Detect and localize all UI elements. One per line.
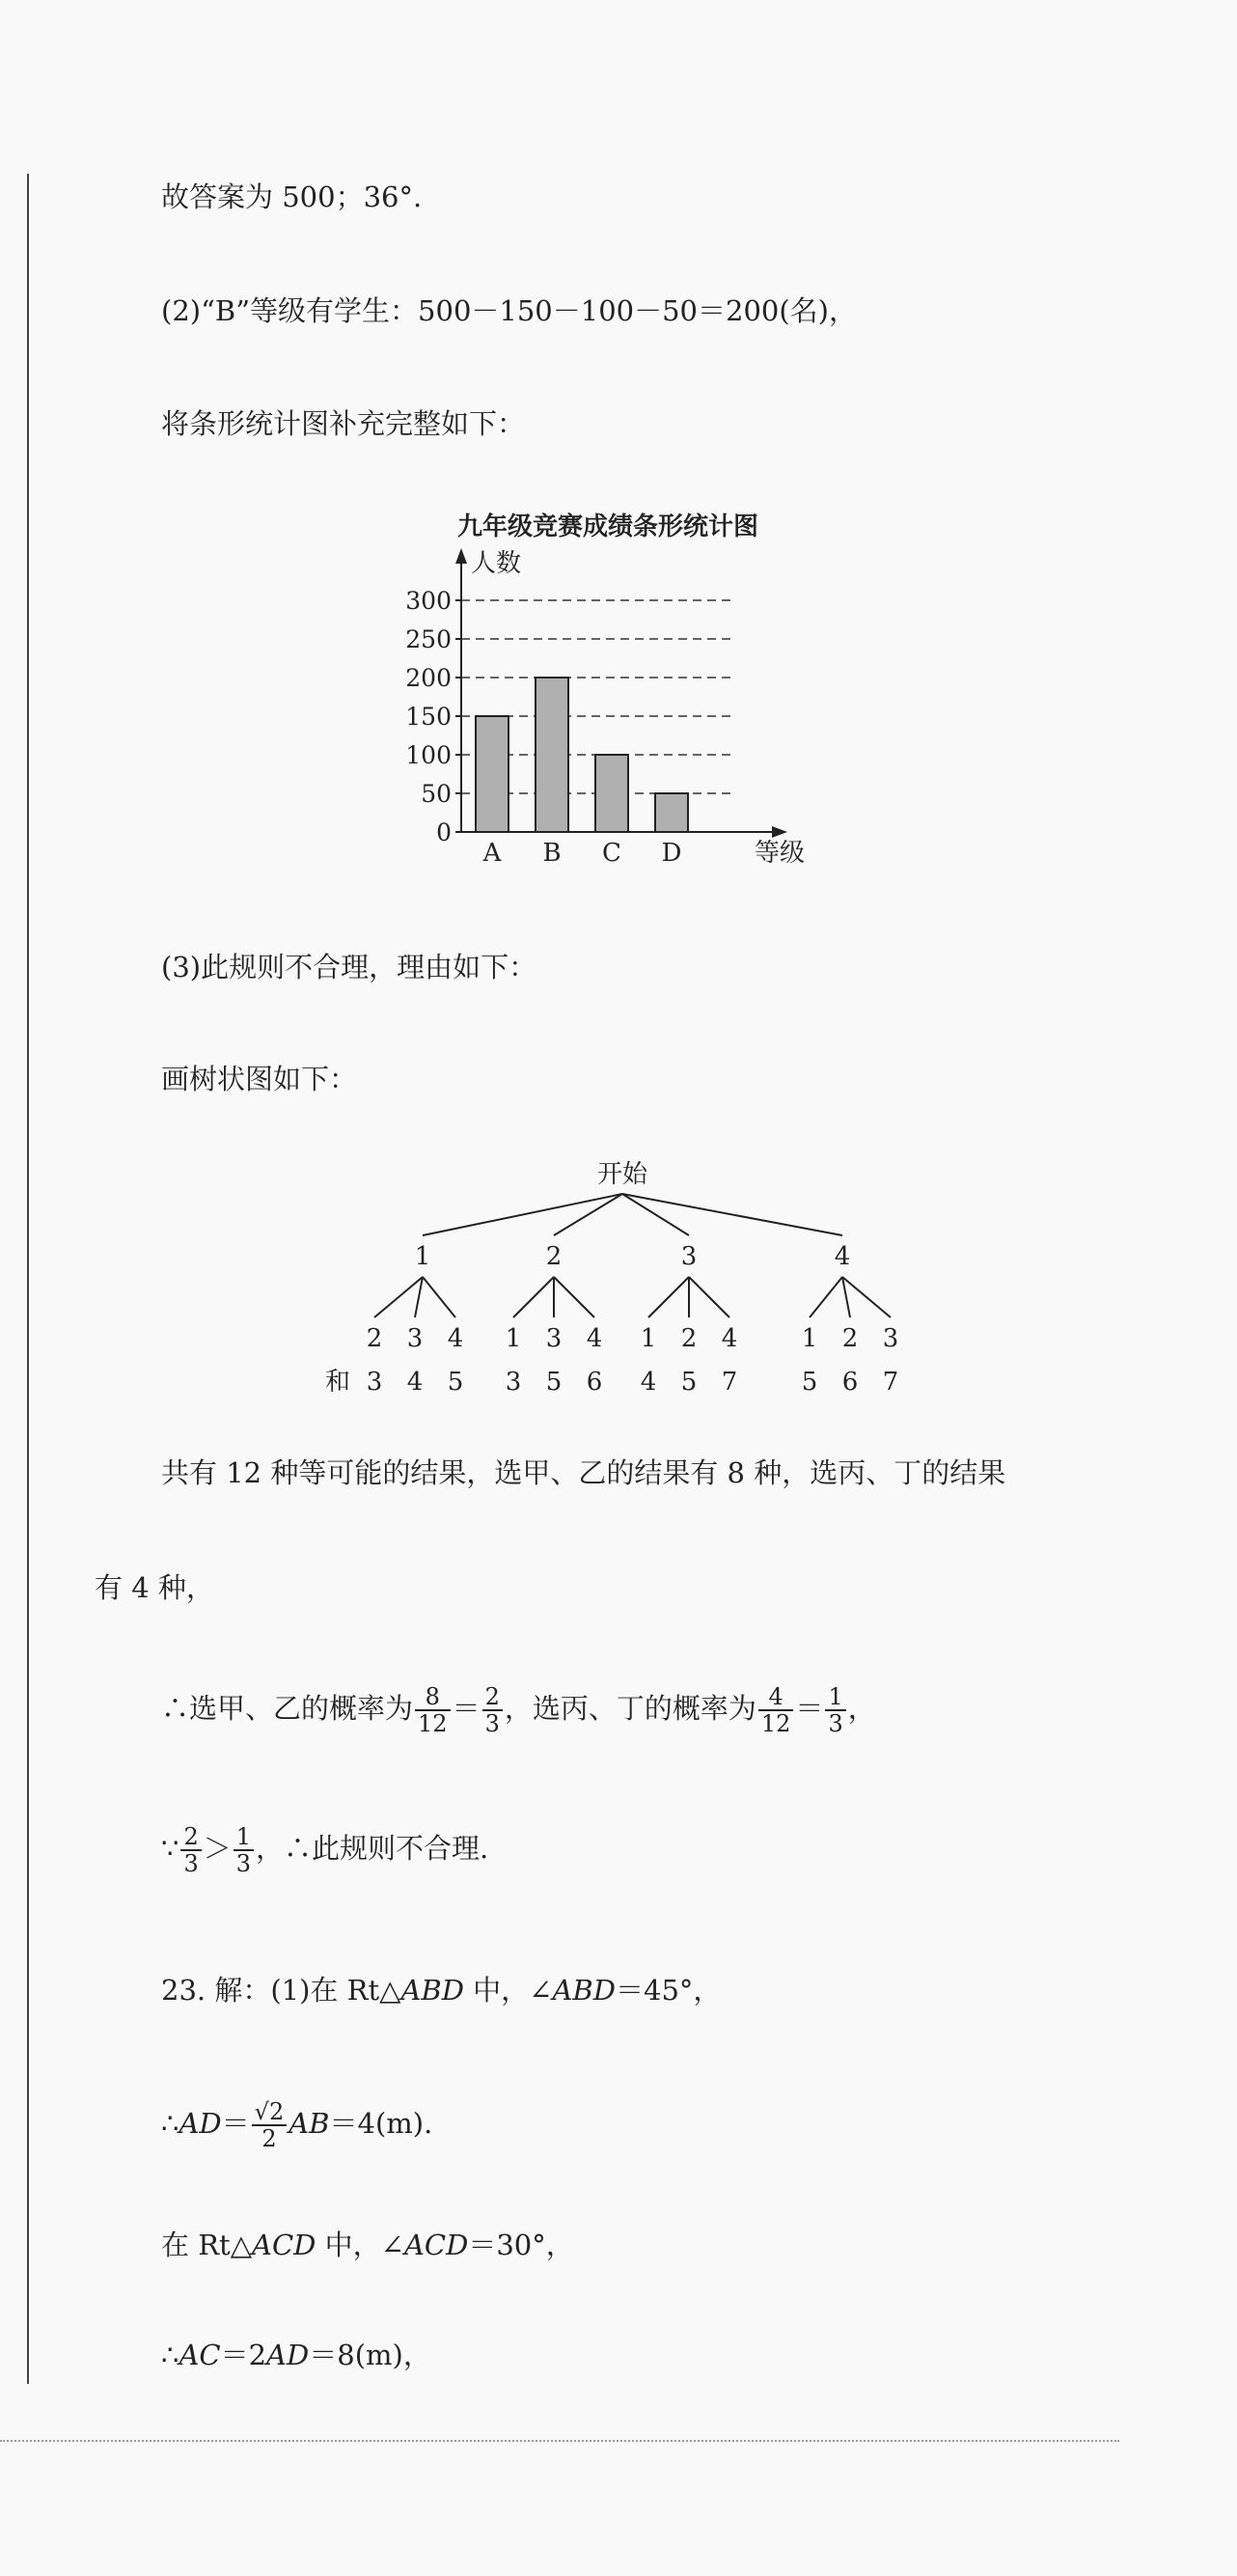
math-var: ABD bbox=[400, 1974, 464, 2007]
tree-sum-label: 和 bbox=[324, 1368, 351, 1397]
math-var: ABD bbox=[552, 1974, 616, 2007]
problem-23-line-4 bbox=[161, 2336, 431, 2374]
therefore-symbol: ∴ bbox=[161, 2339, 179, 2371]
text-segment: ，∴此规则不合理. bbox=[256, 1832, 489, 1865]
numerator: 4 bbox=[758, 1684, 794, 1711]
tree-level2-node: 3 bbox=[545, 1324, 563, 1353]
answer-line-5: 画树状图如下： bbox=[161, 1063, 358, 1095]
math-var: AD bbox=[179, 2107, 222, 2140]
denominator: 3 bbox=[235, 1850, 252, 1877]
y-tick-label: 200 bbox=[405, 664, 452, 692]
tree-level2-node: 2 bbox=[680, 1324, 698, 1353]
x-tick-label: D bbox=[661, 839, 682, 868]
text-segment: ＝2 bbox=[220, 2339, 267, 2371]
x-tick-label: C bbox=[602, 839, 621, 868]
tree-sum-value: 5 bbox=[447, 1368, 464, 1397]
text-segment: ∴选甲、乙的概率为 bbox=[161, 1692, 414, 1725]
tree-level2-node: 3 bbox=[882, 1324, 899, 1353]
fraction-4-12 bbox=[758, 1684, 794, 1736]
bar-D bbox=[655, 793, 688, 832]
tree-edge bbox=[423, 1277, 455, 1317]
tree-level2-node: 1 bbox=[505, 1324, 522, 1353]
answer-line-6: 共有 12 种等可能的结果，选甲、乙的结果有 8 种，选丙、丁的结果 bbox=[161, 1456, 1006, 1489]
tree-level1-node: 2 bbox=[545, 1242, 563, 1271]
bar-chart bbox=[376, 502, 878, 878]
numerator: √2 bbox=[252, 2099, 288, 2126]
denominator: 2 bbox=[261, 2125, 277, 2152]
tree-sum-value: 7 bbox=[882, 1368, 899, 1397]
tree-level2-node: 4 bbox=[721, 1324, 738, 1353]
bar-C bbox=[595, 755, 628, 832]
y-tick-label: 250 bbox=[405, 625, 452, 653]
problem-23-line-3 bbox=[161, 2226, 574, 2264]
tree-sum-value: 3 bbox=[505, 1368, 522, 1397]
tree-edge bbox=[648, 1277, 689, 1317]
problem-23-line-2 bbox=[161, 2099, 432, 2151]
y-tick-label: 300 bbox=[405, 587, 452, 615]
denominator: 12 bbox=[760, 1710, 791, 1737]
greater-than-sign: ＞ bbox=[203, 1832, 232, 1865]
tree-level1-node: 1 bbox=[414, 1242, 431, 1271]
tree-level2-node: 1 bbox=[640, 1324, 657, 1353]
chart-title: 九年级竞赛成绩条形统计图 bbox=[456, 512, 759, 541]
fraction-1-3 bbox=[234, 1824, 254, 1876]
y-axis-arrow bbox=[455, 548, 467, 564]
text-segment: ＝8(m)， bbox=[309, 2339, 431, 2371]
tree-edge bbox=[513, 1277, 554, 1317]
tree-level2-node: 3 bbox=[406, 1324, 424, 1353]
comparison-line bbox=[161, 1824, 488, 1876]
answer-line-4: (3)此规则不合理，理由如下： bbox=[161, 951, 537, 983]
x-axis-arrow bbox=[772, 826, 787, 838]
tree-level2-node: 4 bbox=[447, 1324, 464, 1353]
tree-sum-value: 5 bbox=[801, 1368, 818, 1397]
denominator: 3 bbox=[183, 1850, 199, 1877]
bar-B bbox=[536, 678, 568, 832]
tree-sum-value: 4 bbox=[640, 1368, 657, 1397]
tree-sum-value: 6 bbox=[586, 1368, 603, 1397]
math-var: ACD bbox=[403, 2229, 469, 2261]
tree-level2-node: 2 bbox=[366, 1324, 383, 1353]
page-bottom-dotted-rule bbox=[0, 2440, 1119, 2442]
text-segment: ，选丙、丁的概率为 bbox=[504, 1692, 756, 1725]
text-segment: 中，∠ bbox=[316, 2229, 404, 2261]
tree-sum-value: 5 bbox=[680, 1368, 698, 1397]
y-tick-label: 0 bbox=[436, 818, 452, 846]
text-segment: 中，∠ bbox=[463, 1974, 553, 2007]
equals-sign: ＝ bbox=[452, 1692, 481, 1725]
y-tick-label: 100 bbox=[405, 741, 452, 769]
therefore-symbol: ∴ bbox=[161, 2107, 179, 2140]
tree-level1-node: 4 bbox=[834, 1242, 851, 1271]
y-axis-label: 人数 bbox=[471, 549, 522, 578]
text-segment: ＝4(m). bbox=[329, 2107, 433, 2140]
numerator: 1 bbox=[234, 1824, 254, 1851]
tree-edge bbox=[423, 1194, 622, 1235]
math-var: ACD bbox=[252, 2229, 316, 2261]
numerator: 2 bbox=[482, 1684, 503, 1711]
tree-level1-node: 3 bbox=[680, 1242, 698, 1271]
x-tick-label: B bbox=[542, 839, 562, 868]
y-tick-label: 50 bbox=[421, 780, 452, 808]
fraction-2-3 bbox=[482, 1684, 503, 1736]
tree-level2-node: 2 bbox=[841, 1324, 859, 1353]
denominator: 12 bbox=[418, 1710, 448, 1737]
equals-sign: ＝ bbox=[795, 1692, 824, 1725]
answer-line-1: 故答案为 500；36°. bbox=[161, 180, 423, 213]
numerator: 1 bbox=[825, 1684, 845, 1711]
numerator: 2 bbox=[180, 1824, 201, 1851]
math-var: AB bbox=[289, 2107, 330, 2140]
tree-level2-node: 4 bbox=[586, 1324, 603, 1353]
probability-line bbox=[161, 1684, 876, 1736]
denominator: 3 bbox=[828, 1710, 843, 1737]
fraction-1-3 bbox=[825, 1684, 845, 1736]
fraction-2-3 bbox=[180, 1824, 201, 1876]
y-tick-label: 150 bbox=[405, 703, 452, 731]
math-var: AC bbox=[179, 2339, 221, 2371]
tree-level2-node: 1 bbox=[801, 1324, 818, 1353]
margin-rule bbox=[27, 174, 29, 2384]
tree-sum-value: 6 bbox=[841, 1368, 859, 1397]
text-segment: 23. 解：(1)在 Rt△ bbox=[161, 1974, 401, 2007]
denominator: 3 bbox=[484, 1710, 500, 1737]
equals-sign: ＝ bbox=[221, 2107, 250, 2140]
x-axis-label: 等级 bbox=[755, 839, 806, 868]
answer-line-2: (2)“B”等级有学生：500－150－100－50＝200(名)， bbox=[161, 294, 857, 327]
text-segment: ＝45°， bbox=[616, 1974, 722, 2007]
tree-sum-value: 7 bbox=[721, 1368, 738, 1397]
x-tick-label: A bbox=[482, 839, 502, 868]
math-var: AD bbox=[266, 2339, 310, 2371]
fraction-8-12 bbox=[415, 1684, 451, 1736]
tree-diagram bbox=[309, 1153, 1003, 1404]
tree-edge bbox=[689, 1277, 729, 1317]
bar-A bbox=[476, 716, 509, 832]
tree-edge bbox=[810, 1277, 842, 1317]
tree-sum-value: 5 bbox=[545, 1368, 563, 1397]
fraction-sqrt2-2 bbox=[252, 2099, 288, 2151]
text-segment: ＝30°， bbox=[468, 2229, 574, 2261]
tree-root: 开始 bbox=[596, 1160, 648, 1189]
tree-sum-value: 3 bbox=[366, 1368, 383, 1397]
tree-edge bbox=[554, 1277, 594, 1317]
text-segment: 在 Rt△ bbox=[161, 2229, 253, 2261]
numerator: 8 bbox=[415, 1684, 451, 1711]
text-segment: ， bbox=[847, 1692, 876, 1725]
problem-23-line-1 bbox=[161, 1971, 721, 2009]
answer-line-3: 将条形统计图补充完整如下： bbox=[161, 407, 526, 440]
tree-sum-value: 4 bbox=[406, 1368, 424, 1397]
because-symbol: ∵ bbox=[161, 1832, 179, 1865]
answer-line-7: 有 4 种， bbox=[95, 1571, 214, 1604]
